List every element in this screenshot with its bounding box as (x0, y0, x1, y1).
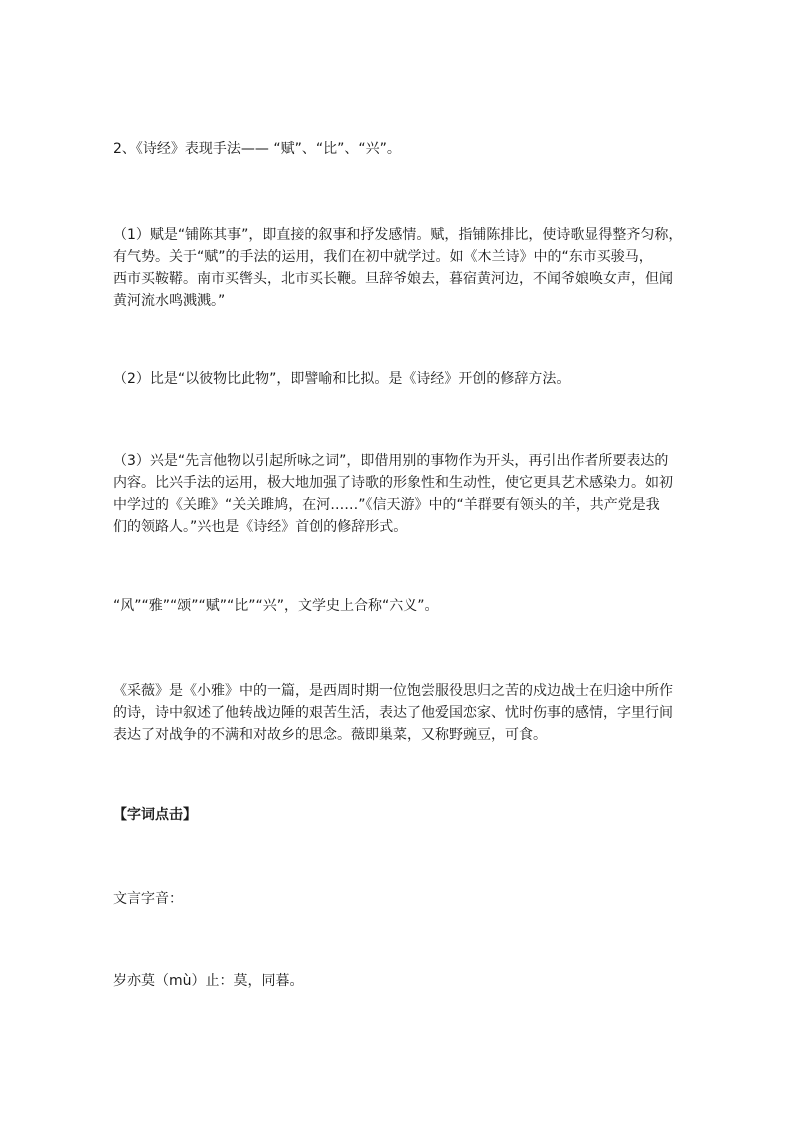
word-note: 岁亦莫（mù）止：莫，同暮。 (113, 973, 304, 989)
xing-line: 中学过的《关雎》“关关雎鸠，在河……”《信天游》中的“羊群要有领头的羊，共产党是我 (113, 497, 660, 513)
caiwei-paragraph (113, 680, 681, 746)
section-heading: 2、《诗经》表现手法—— “赋”、“比”、“兴”。 (113, 141, 401, 157)
fu-line: 西市买鞍鞯。南市买辔头，北市买长鞭。旦辞爷娘去，暮宿黄河边，不闻爷娘唤女声，但闻 (113, 271, 673, 287)
xing-paragraph (113, 450, 681, 538)
fu-line: 有气势。关于“赋”的手法的运用，我们在初中就学过。如《木兰诗》中的“东市买骏马， (113, 249, 653, 265)
caiwei-line: 表达了对战争的不满和对故乡的思念。薇即巢菜，又称野豌豆，可食。 (113, 727, 547, 743)
section-title: 【字词点击】 (113, 807, 197, 823)
fu-line: （1）赋是“铺陈其事”，即直接的叙事和抒发感情。赋，指铺陈排比，使诗歌显得整齐匀称， (113, 227, 683, 243)
caiwei-line: 《采薇》是《小雅》中的一篇，是西周时期一位饱尝服役思归之苦的戍边战士在归途中所作 (113, 683, 673, 699)
bi-paragraph: （2）比是“以彼物比此物”，即譬喻和比拟。是《诗经》开创的修辞方法。 (113, 371, 571, 387)
wenyan-label: 文言字音： (113, 891, 183, 907)
xing-line: （3）兴是“先言他物以引起所咏之词”，即借用别的事物作为开头，再引出作者所要表达的 (113, 453, 669, 469)
caiwei-line: 的诗，诗中叙述了他转战边陲的艰苦生活，表达了他爱国恋家、忧时伤事的感情，字里行间 (113, 705, 673, 721)
fu-paragraph (113, 224, 681, 312)
liuyi-paragraph: “风”“雅”“颂”“赋”“比”“兴”，文学史上合称“六义”。 (113, 598, 439, 614)
xing-line: 内容。比兴手法的运用，极大地加强了诗歌的形象性和生动性，使它更具艺术感染力。如初 (113, 475, 673, 491)
xing-line: 们的领路人。”兴也是《诗经》首创的修辞形式。 (113, 519, 408, 535)
fu-line: 黄河流水鸣溅溅。” (113, 293, 226, 309)
